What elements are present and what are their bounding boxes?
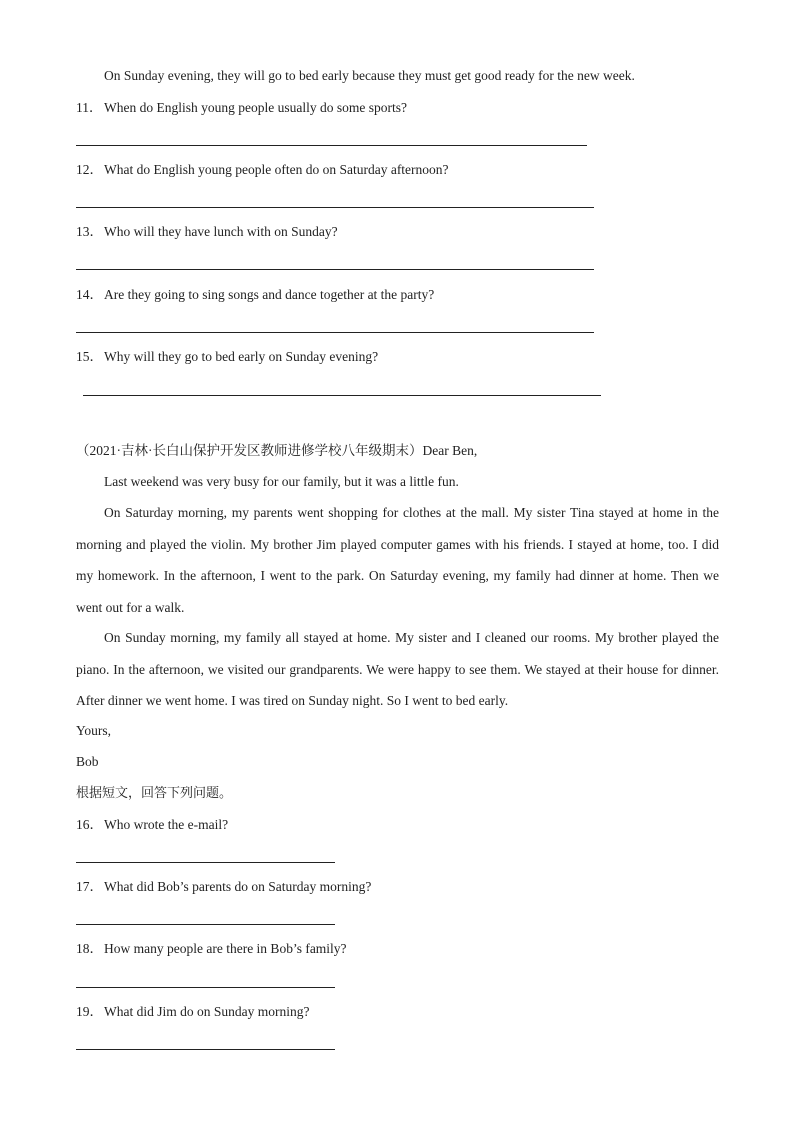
question-number: 14． [76,287,103,302]
answer-line-16[interactable] [76,862,335,863]
question-17 [76,878,371,896]
question-text: Who will they have lunch with on Sunday? [104,224,338,239]
question-14 [76,286,434,304]
question-number: 16． [76,817,103,832]
question-number: 13． [76,224,103,239]
question-number: 18． [76,941,103,956]
answer-line-17[interactable] [76,924,335,925]
source-label: （2021·吉林·长白山保护开发区教师进修学校八年级期末） [76,443,423,458]
question-text: What did Bob’s parents do on Saturday morning? [104,879,372,894]
question-number: 17． [76,879,103,894]
question-text: Who wrote the e-mail? [104,817,229,832]
question-13 [76,223,338,241]
question-11 [76,99,407,117]
greeting: Dear Ben, [422,443,478,458]
question-text: What did Jim do on Sunday morning? [104,1004,310,1019]
passage2-header [76,442,477,460]
question-text: Why will they go to bed early on Sunday evening? [104,349,379,364]
answer-line-12[interactable] [76,207,594,208]
answer-line-15[interactable] [83,395,601,396]
question-number: 19． [76,1004,103,1019]
question-text: What do English young people often do on Saturday afternoon? [104,162,449,177]
passage1-last-line: On Sunday evening, they will go to bed early because they must get good ready for the new week. [104,68,635,83]
question-text: How many people are there in Bob’s family? [104,941,347,956]
passage2-para2: On Saturday morning, my parents went shopping for clothes at the mall. My sister Tina stayed at home in the morning and played the violin. My brother Jim played computer games with his friends. I stayed at home, too. I did my homework. In the afternoon, I went to the park. On Saturday evening, my family had dinner at home. Then we went out for a walk. [76,505,719,615]
question-18 [76,940,347,958]
question-19 [76,1003,309,1021]
question-16 [76,816,228,834]
question-number: 12． [76,162,103,177]
instruction: 根据短文，回答下列问题。 [76,786,233,801]
question-text: When do English young people usually do some sports? [104,100,407,115]
worksheet-page [76,0,719,1123]
passage2-para3: On Sunday morning, my family all stayed at home. My sister and I cleaned our rooms. My brother played the piano. In the afternoon, we visited our grandparents. We were happy to see them. We stayed at their house for dinner. After dinner we went home. I was tired on Sunday night. So I went to bed early. [76,630,719,708]
letter-closing: Yours, [76,723,112,738]
answer-line-19[interactable] [76,1049,335,1050]
passage2-para1: Last weekend was very busy for our family, but it was a little fun. [104,474,459,489]
question-number: 15． [76,349,103,364]
answer-line-14[interactable] [76,332,594,333]
answer-line-11[interactable] [76,145,587,146]
answer-line-13[interactable] [76,269,594,270]
answer-line-18[interactable] [76,987,335,988]
question-12 [76,161,449,179]
question-text: Are they going to sing songs and dance together at the party? [104,287,435,302]
letter-signature: Bob [76,754,99,769]
question-15 [76,348,378,366]
question-number: 11． [76,100,103,115]
